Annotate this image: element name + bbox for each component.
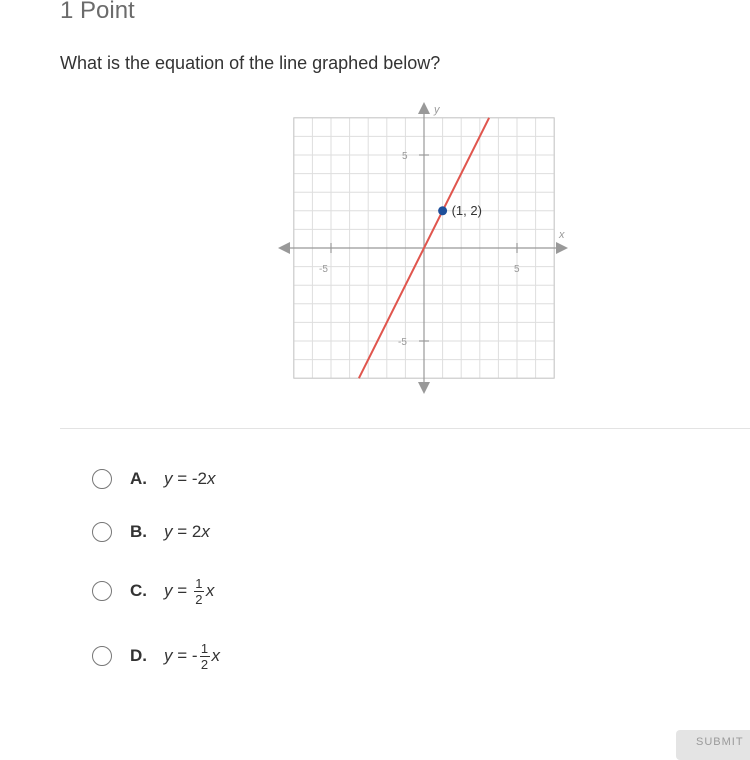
point-label: (1, 2) [451,202,482,218]
x-axis-label: x [559,229,565,241]
point-marker [438,206,447,215]
radio-button-a[interactable] [92,469,112,489]
radio-button-b[interactable] [92,522,112,542]
divider [60,428,750,429]
y-axis-label: y [434,104,440,116]
submit-button[interactable]: SUBMIT [676,730,750,760]
points-label: 1 Point [60,0,135,24]
option-letter: C. [130,581,147,600]
option-c[interactable] [92,571,214,611]
coordinate-graph [278,100,570,396]
x-axis-right-arrow [556,242,568,254]
x-axis-left-arrow [278,242,290,254]
option-equation: y = - $\frac{1}{2}$ x [164,640,221,672]
question-text: What is the equation of the line graphed below? [60,53,441,73]
option-equation: y = -2 x [164,469,216,488]
option-letter: A. [130,469,147,488]
fraction: $\frac{1}{2}$ [195,575,203,607]
y-tick-label-5: 5 [402,151,408,162]
option-equation: y = $\frac{1}{2}$ x [164,575,215,607]
radio-button-c[interactable] [92,581,112,601]
x-tick-label-neg5: -5 [319,264,328,275]
radio-button-d[interactable] [92,646,112,666]
option-equation: y = 2 x [164,522,210,541]
x-tick-label-5: 5 [514,264,520,275]
y-axis-up-arrow [418,102,430,114]
fraction: $\frac{1}{2}$ [200,640,209,672]
y-axis-down-arrow [418,382,430,394]
option-a[interactable] [92,459,216,499]
y-tick-label-neg5: -5 [398,337,407,348]
option-d[interactable] [92,636,220,676]
option-letter: D. [130,646,147,665]
option-letter: B. [130,522,147,541]
option-b[interactable] [92,512,210,552]
